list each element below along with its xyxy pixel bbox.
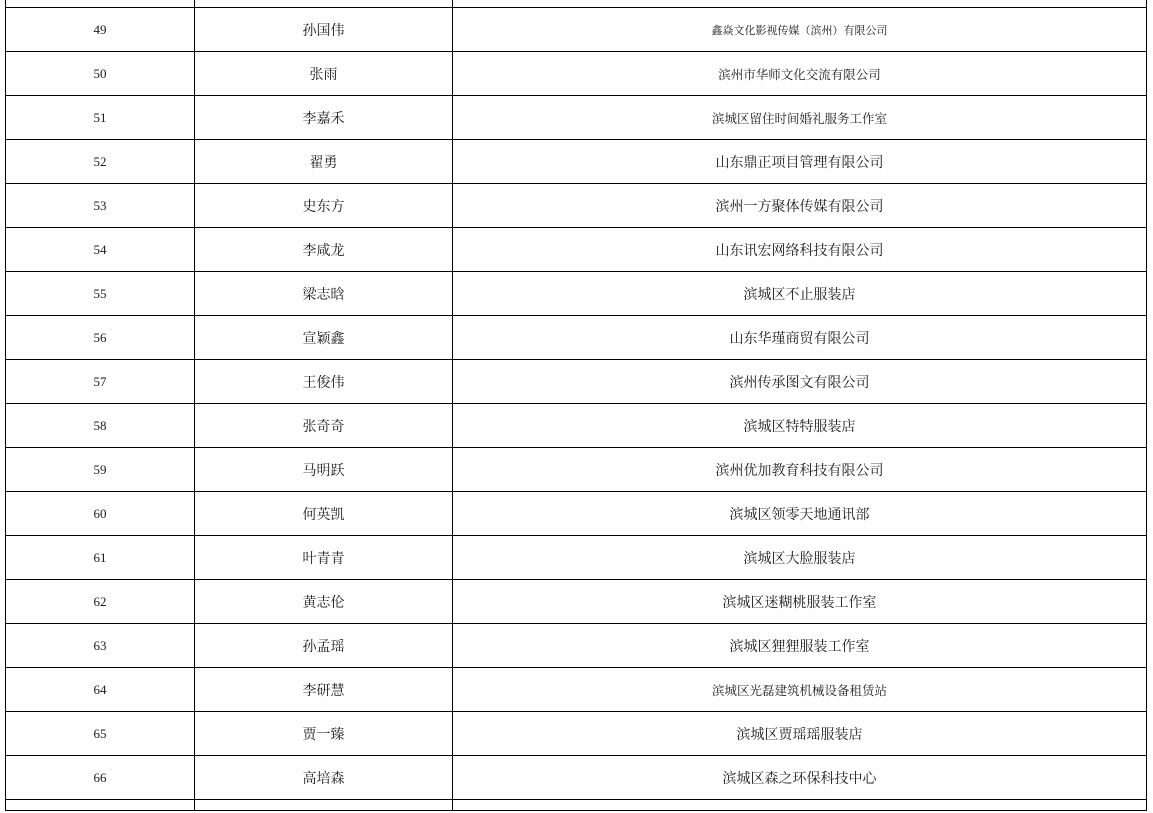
organization-name: 滨城区特特服装店 [453, 404, 1147, 448]
table-row [6, 272, 1147, 316]
row-number: 55 [6, 272, 195, 316]
roster-sheet [5, 0, 1146, 811]
person-name: 张雨 [195, 52, 453, 96]
organization-name: 滨城区大脸服装店 [453, 536, 1147, 580]
organization-name: 滨州传承图文有限公司 [453, 360, 1147, 404]
organization-name: 山东鼎正项目管理有限公司 [453, 140, 1147, 184]
organization-name: 滨州一方聚体传媒有限公司 [453, 184, 1147, 228]
organization-name: 滨城区留住时间婚礼服务工作室 [453, 96, 1147, 140]
person-name: 张奇奇 [195, 404, 453, 448]
table-row-partial-bottom [6, 800, 1147, 811]
table-row [6, 624, 1147, 668]
person-name: 孙国伟 [195, 8, 453, 52]
row-number: 63 [6, 624, 195, 668]
row-number: 52 [6, 140, 195, 184]
row-number: 49 [6, 8, 195, 52]
row-number: 56 [6, 316, 195, 360]
person-name: 贾一臻 [195, 712, 453, 756]
table-cell-empty [195, 800, 453, 811]
organization-name: 滨城区贾瑶瑶服装店 [453, 712, 1147, 756]
table-cell-empty [453, 0, 1147, 8]
table-row [6, 184, 1147, 228]
person-name: 李嘉禾 [195, 96, 453, 140]
person-name: 黄志伦 [195, 580, 453, 624]
row-number: 64 [6, 668, 195, 712]
table-row [6, 668, 1147, 712]
organization-name: 山东华瑾商贸有限公司 [453, 316, 1147, 360]
row-number: 65 [6, 712, 195, 756]
row-number: 62 [6, 580, 195, 624]
table-row [6, 316, 1147, 360]
row-number: 51 [6, 96, 195, 140]
person-name: 翟勇 [195, 140, 453, 184]
organization-name: 滨州市华师文化交流有限公司 [453, 52, 1147, 96]
row-number: 61 [6, 536, 195, 580]
table-row [6, 96, 1147, 140]
person-name: 高培森 [195, 756, 453, 800]
person-name: 宣颖鑫 [195, 316, 453, 360]
row-number: 50 [6, 52, 195, 96]
table-cell-empty [453, 800, 1147, 811]
table-cell-empty [6, 800, 195, 811]
row-number: 60 [6, 492, 195, 536]
organization-name: 滨城区领零天地通讯部 [453, 492, 1147, 536]
row-number: 54 [6, 228, 195, 272]
person-name: 王俊伟 [195, 360, 453, 404]
organization-name: 滨城区森之环保科技中心 [453, 756, 1147, 800]
table-row [6, 448, 1147, 492]
table-row [6, 140, 1147, 184]
row-number: 57 [6, 360, 195, 404]
row-number: 59 [6, 448, 195, 492]
person-name: 史东方 [195, 184, 453, 228]
roster-body [6, 0, 1147, 811]
table-row [6, 228, 1147, 272]
row-number: 53 [6, 184, 195, 228]
table-row [6, 360, 1147, 404]
person-name: 李咸龙 [195, 228, 453, 272]
organization-name: 滨城区不止服装店 [453, 272, 1147, 316]
table-row [6, 492, 1147, 536]
organization-name: 滨州优加教育科技有限公司 [453, 448, 1147, 492]
table-row [6, 8, 1147, 52]
table-row [6, 404, 1147, 448]
table-row [6, 52, 1147, 96]
person-name: 马明跃 [195, 448, 453, 492]
organization-name: 山东讯宏网络科技有限公司 [453, 228, 1147, 272]
table-cell-empty [195, 0, 453, 8]
organization-name: 滨城区迷糊桃服装工作室 [453, 580, 1147, 624]
organization-name: 鑫焱文化影视传媒（滨州）有限公司 [453, 8, 1147, 52]
table-row [6, 756, 1147, 800]
table-row-partial-top [6, 0, 1147, 8]
organization-name: 滨城区狸狸服装工作室 [453, 624, 1147, 668]
roster-table [5, 0, 1147, 811]
table-row [6, 536, 1147, 580]
person-name: 叶青青 [195, 536, 453, 580]
person-name: 孙孟瑶 [195, 624, 453, 668]
table-row [6, 580, 1147, 624]
row-number: 66 [6, 756, 195, 800]
person-name: 李研慧 [195, 668, 453, 712]
table-cell-empty [6, 0, 195, 8]
person-name: 何英凯 [195, 492, 453, 536]
organization-name: 滨城区光磊建筑机械设备租赁站 [453, 668, 1147, 712]
table-row [6, 712, 1147, 756]
person-name: 梁志晗 [195, 272, 453, 316]
row-number: 58 [6, 404, 195, 448]
